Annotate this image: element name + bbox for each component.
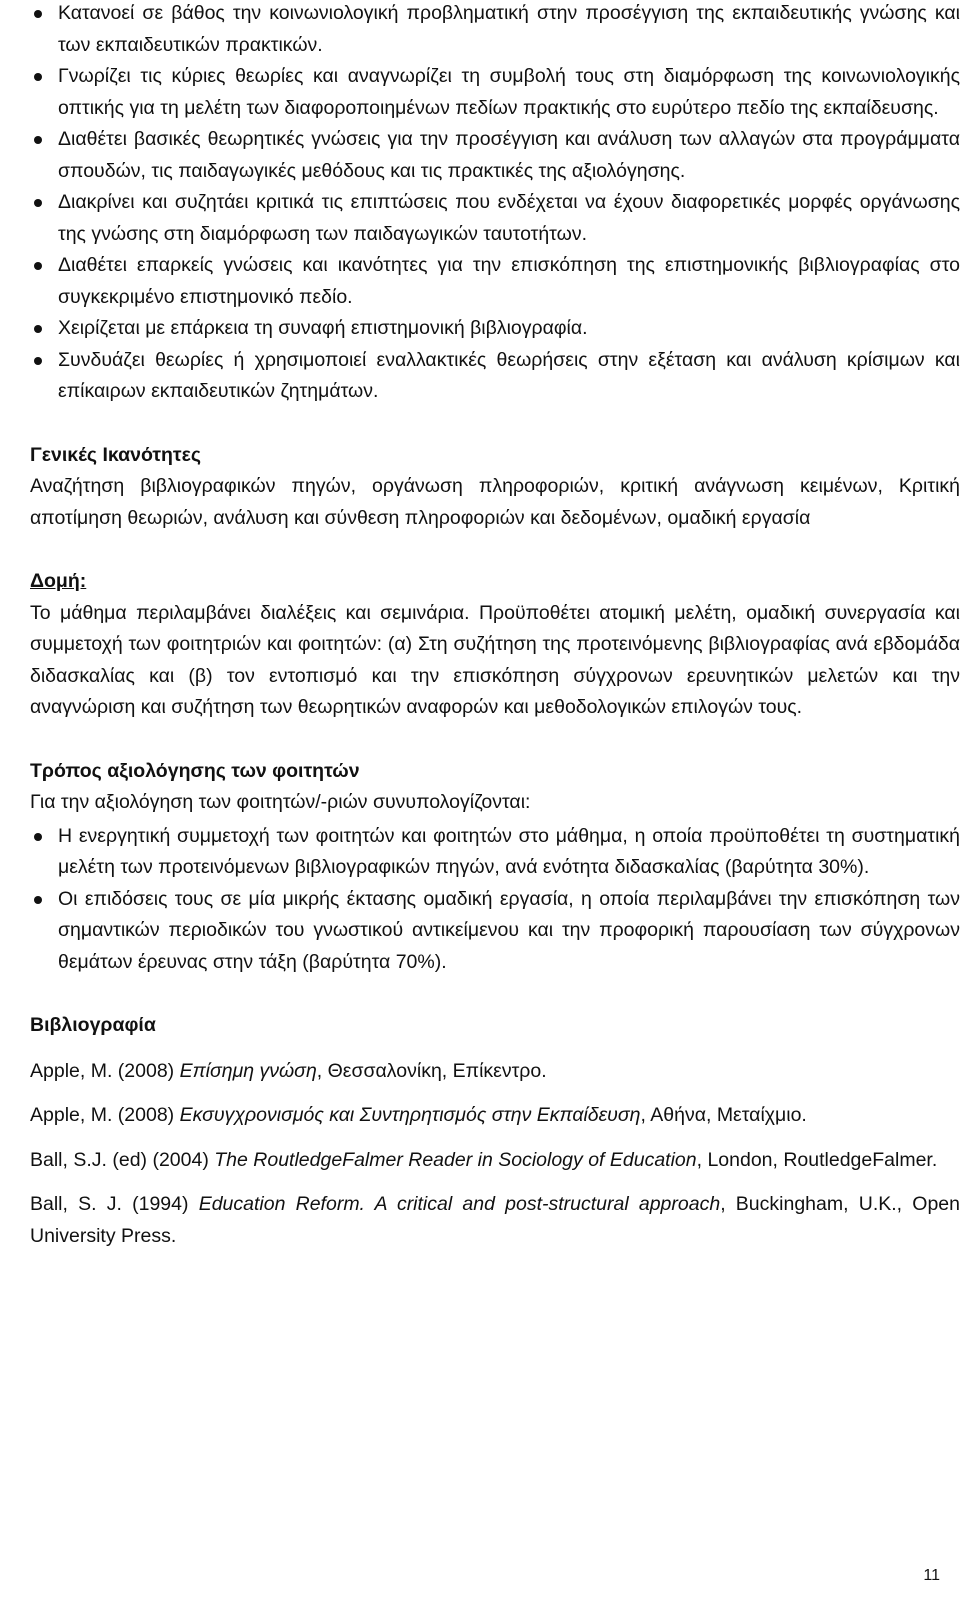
bullet-icon [34, 896, 42, 904]
list-item: Συνδυάζει θεωρίες ή χρησιμοποιεί εναλλακτικές θεωρήσεις στην εξέταση και ανάλυση κρίσιμων και επίκαιρων εκπαιδευτικών ζητημάτων. [30, 345, 960, 408]
general-skills-text: Αναζήτηση βιβλιογραφικών πηγών, οργάνωση πληροφοριών, κριτική ανάγνωση κειμένων, Κριτική αποτίμηση θεωριών, ανάλυση και σύνθεση πληροφοριών και δεδομένων, ομαδική εργασία [30, 475, 960, 529]
reference-item: Apple, M. (2008) Επίσημη γνώση, Θεσσαλονίκη, Επίκεντρο. [30, 1059, 547, 1082]
bullet-icon [34, 833, 42, 841]
assessment-heading: Τρόπος αξιολόγησης των φοιτητών [30, 759, 360, 782]
bullet-icon [34, 73, 42, 81]
bullet-icon [34, 199, 42, 207]
structure-heading: Δομή: [30, 570, 87, 592]
learning-outcomes-list [30, 0, 960, 408]
bullet-icon [34, 262, 42, 270]
list-item: Διακρίνει και συζητάει κριτικά τις επιπτώσεις που ενδέχεται να έχουν διαφορετικές μορφές οργάνωσης της γνώσης στη διαμόρφωση των παιδαγωγικών ταυτοτήτων. [30, 187, 960, 250]
bullet-icon [34, 325, 42, 333]
bullet-icon [34, 136, 42, 144]
reference-item: Apple, M. (2008) Εκσυγχρονισμός και Συντηρητισμός στην Εκπαίδευση, Αθήνα, Μεταίχμιο. [30, 1104, 807, 1126]
document-page [30, 0, 960, 1252]
reference-item: Ball, S. J. (1994) Education Reform. A critical and post-structural approach, Buckingham, U.K., Open University Press. [30, 1193, 960, 1247]
bibliography-heading: Βιβλιογραφία [30, 1014, 156, 1036]
assessment-list [30, 821, 960, 979]
assessment-intro: Για την αξιολόγηση των φοιτητών/-ριών συνυπολογίζονται: [30, 791, 531, 813]
general-skills-heading: Γενικές Ικανότητες [30, 443, 202, 466]
list-item: Διαθέτει επαρκείς γνώσεις και ικανότητες για την επισκόπηση της επιστημονικής βιβλιογραφίας στο συγκεκριμένο επιστημονικό πεδίο. [30, 250, 960, 313]
list-item: Χειρίζεται με επάρκεια τη συναφή επιστημονική βιβλιογραφία. [30, 313, 960, 345]
list-item: Κατανοεί σε βάθος την κοινωνιολογική προβληματική στην προσέγγιση της εκπαιδευτικής γνώσης και των εκπαιδευτικών πρακτικών. [30, 0, 960, 61]
list-item: Διαθέτει βασικές θεωρητικές γνώσεις για την προσέγγιση και ανάλυση των αλλαγών στα προγράμματα σπουδών, τις παιδαγωγικές μεθόδους και τις πρακτικές της αξιολόγησης. [30, 124, 960, 187]
list-item: Οι επιδόσεις τους σε μία μικρής έκτασης ομαδική εργασία, η οποία περιλαμβάνει την επισκόπηση των σημαντικών περιοδικών του γνωστικού αντικείμενου και την προφορική παρουσίαση των σύγχρονων θεμάτων έρευνας στην τάξη (βαρύτητα 70%). [30, 884, 960, 979]
page-number: 11 [923, 1567, 940, 1584]
list-item: Η ενεργητική συμμετοχή των φοιτητών και φοιτητών στο μάθημα, η οποία προϋποθέτει τη συστηματική μελέτη των προτεινόμενων βιβλιογραφικών πηγών, ανά ενότητα διδασκαλίας (βαρύτητα 30%). [30, 821, 960, 884]
list-item: Γνωρίζει τις κύριες θεωρίες και αναγνωρίζει τη συμβολή τους στη διαμόρφωση της κοινωνιολογικής οπτικής για τη μελέτη των διαφοροποιημένων πεδίων πρακτικής στο ευρύτερο πεδίο της εκπαίδευσης. [30, 61, 960, 124]
structure-text: Το μάθημα περιλαμβάνει διαλέξεις και σεμινάρια. Προϋποθέτει ατομική μελέτη, ομαδική συνεργασία και συμμετοχή των φοιτητριών και φοιτητών: (α) Στη συζήτηση της προτεινόμενης βιβλιογραφίας ανά εβδομάδα διδασκαλίας και (β) τον εντοπισμό και την επισκόπηση σύγχρονων ερευνητικών μελετών και την αναγνώριση και συζήτηση των θεωρητικών αναφορών και μεθοδολογικών επιλογών τους. [30, 601, 960, 718]
reference-item: Ball, S.J. (ed) (2004) The RoutledgeFalmer Reader in Sociology of Education, London, RoutledgeFalmer. [30, 1148, 938, 1171]
bullet-icon [34, 357, 42, 365]
bullet-icon [34, 10, 42, 18]
